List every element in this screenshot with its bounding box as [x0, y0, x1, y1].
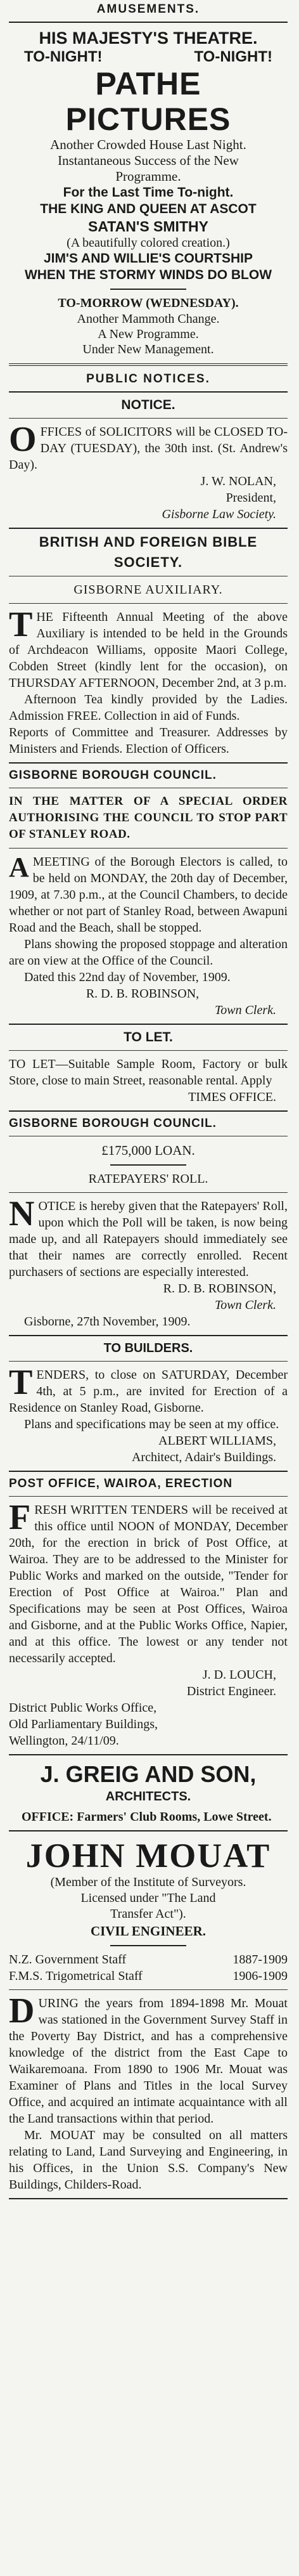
council2-body: NOTICE is hereby given that the Ratepayers' Roll, upon which the Poll will be taken, is now being made up, and all Ratepayers should immediately see that their names are correctly enrolled. Recent purchasers of sections are especially interested. [9, 1194, 288, 1279]
stanley-road-notice [9, 769, 288, 1018]
ad-line-13: Under New Management. [82, 342, 214, 356]
tolet-sig: TIMES OFFICE. [188, 1090, 276, 1104]
public-notices-section-title: PUBLIC NOTICES. [86, 372, 210, 386]
mouat-line-1: (Member of the Institute of Surveyors. [50, 1875, 246, 1889]
wairoa-office-2: Old Parliamentary Buildings, [9, 1717, 158, 1731]
tonight-left: TO-NIGHT! [24, 48, 103, 65]
staff-label: F.M.S. Trigometrical Staff [9, 1969, 143, 1983]
drop-cap: D [9, 1991, 35, 2031]
council2-roll: RATEPAYERS' ROLL. [88, 1172, 208, 1186]
divider [9, 1024, 288, 1025]
bible-body-2: Afternoon Tea kindly provided by the Ladies. Admission FREE. Collection in aid of Funds. [9, 693, 288, 723]
bible-body-3: Reports of Committee and Treasurer. Addresses by Ministers and Friends. Election of Officers. [9, 725, 288, 756]
council-heading: GISBORNE BOROUGH COUNCIL. [9, 769, 217, 782]
divider [9, 603, 288, 604]
builders-body: TENDERS, to close on SATURDAY, December 4th, at 5 p.m., are invited for Erection of a Residence on Stanley Road, Gisborne. [9, 1363, 288, 1415]
divider [9, 22, 288, 23]
drop-cap: O [9, 420, 37, 459]
drop-cap: A [9, 852, 29, 883]
staff-row-1 [9, 1951, 288, 1968]
mouat-heading: JOHN MOUAT [25, 1837, 271, 1875]
pathe-headline: PATHE PICTURES [65, 66, 231, 137]
council-matter: IN THE MATTER OF A SPECIAL ORDER AUTHORISING THE COUNCIL TO STOP PART OF STANLEY ROAD. [9, 795, 288, 841]
amusements-section-title: AMUSEMENTS. [96, 3, 200, 16]
ad-line-3: Programme. [115, 169, 181, 184]
ad-line-6: SATAN'S SMITHY [88, 218, 208, 235]
bible-body: THE Fifteenth Annual Meeting of the above Auxiliary is intended to be held in the Grounds of Archdeacon Williams, opposite Maori College, Cobden Street (kindly lent for the occasion), on THURSDAY AFTERNOON, December 2nd, at 3 p.m. [9, 605, 288, 690]
mouat-line-2: Licensed under "The Land [80, 1891, 216, 1905]
divider [9, 391, 288, 393]
wairoa-office-1: District Public Works Office, [9, 1701, 157, 1715]
divider [9, 762, 288, 764]
ad-line-12: A New Programme. [98, 327, 199, 341]
divider [9, 1361, 288, 1362]
divider [9, 528, 288, 529]
ad-line-8: JIM'S AND WILLIE'S COURTSHIP [43, 251, 253, 266]
council-sig-name: R. D. B. ROBINSON, [86, 987, 200, 1001]
greig-office: OFFICE: Farmers' Club Rooms, Lowe Street. [22, 1810, 272, 1824]
council2-heading: GISBORNE BOROUGH COUNCIL. [9, 1117, 217, 1130]
council2-sig-name: R. D. B. ROBINSON, [163, 1282, 276, 1296]
divider [9, 1754, 288, 1755]
divider [9, 848, 288, 849]
notice-heading: NOTICE. [121, 398, 175, 412]
pathe-pictures-ad [9, 28, 288, 357]
notice-sig-title1: President, [226, 491, 276, 505]
theatre-name: HIS MAJESTY'S THEATRE. [39, 29, 258, 48]
greig-sub: ARCHITECTS. [105, 1790, 191, 1804]
divider [9, 2198, 288, 2199]
mouat-body: DURING the years from 1894-1898 Mr. Mouat was stationed in the Government Survey Staff in the Poverty Bay District, and has a comprehensive knowledge of the district from the East Cape to Waikaremoana. From 1890 to 1906 Mr. Mouat was Examiner of Plans and Titles in the local Survey Office, and acquired an intimate acquaintance with all the Land transactions within that period. [9, 1991, 288, 2126]
bible-society-notice [9, 534, 288, 757]
mouat-line-4: CIVIL ENGINEER. [90, 1923, 207, 1939]
ad-line-7: (A beautifully colored creation.) [67, 236, 230, 250]
short-divider [110, 1945, 186, 1946]
staff-years: 1887-1909 [232, 1953, 288, 1967]
staff-label: N.Z. Government Staff [9, 1953, 127, 1967]
drop-cap: N [9, 1194, 35, 1233]
wairoa-post-office-notice [9, 1477, 288, 1749]
greig-heading: J. GREIG AND SON, [40, 1761, 257, 1787]
ad-line-11: Another Mammoth Change. [77, 312, 220, 326]
divider [9, 1110, 288, 1112]
staff-years: 1906-1909 [232, 1969, 288, 1983]
divider [9, 1335, 288, 1336]
notice-sig-name: J. W. NOLAN, [200, 474, 276, 488]
solicitors-notice [9, 398, 288, 523]
divider [9, 363, 288, 366]
tolet-body: TO LET—Suitable Sample Room, Factory or bulk Store, close to main Street, reasonable rental. Apply [9, 1057, 288, 1088]
ratepayers-roll-notice [9, 1117, 288, 1330]
divider [9, 1496, 288, 1497]
council-body: A MEETING of the Borough Electors is called, to be held on MONDAY, the 20th day of December, 1909, at 7.30 p.m., at the Council Chambers, to decide whether or not part of Stanley Road, between Awapuni Road and the Beach, shall be stopped. [9, 852, 288, 935]
builders-heading: TO BUILDERS. [103, 1341, 193, 1355]
divider [9, 1989, 288, 1990]
tonight-line [9, 48, 288, 66]
council2-dated: Gisborne, 27th November, 1909. [24, 1315, 191, 1329]
bible-heading-2: SOCIETY. [113, 554, 183, 570]
mouat-body-2: Mr. MOUAT may be consulted on all matters relating to Land, Land Surveying and Engineering, in his Offices, in the Union S.S. Company's New Buildings, Childers-Road. [9, 2128, 288, 2192]
council2-sig-title: Town Clerk. [214, 1298, 276, 1312]
mouat-line-3: Transfer Act"). [110, 1907, 186, 1921]
short-divider [110, 1164, 186, 1166]
wairoa-body: FRESH WRITTEN TENDERS will be received at this office until NOON of MONDAY, December 20th, for the erection in brick of Post Office, at Wairoa. They are to be addressed to the Minister for Public Works and marked on the outside, "Tender for Erection of Post Office at Wairoa." Plan and Specifications may be seen at Post Offices, Wairoa and Gisborne, and at the Public Works Office, Napier, and at this office. The lowest or any tender not necessarily accepted. [9, 1498, 288, 1665]
tonight-right: TO-NIGHT! [194, 48, 272, 65]
wairoa-office-3: Wellington, 24/11/09. [9, 1734, 119, 1748]
newspaper-column [9, 0, 288, 2204]
ad-line-2: Instantaneous Success of the New [58, 153, 239, 168]
wairoa-sig-title: District Engineer. [186, 1684, 276, 1698]
wairoa-heading: POST OFFICE, WAIROA, ERECTION [9, 1477, 233, 1490]
to-let-notice [9, 1030, 288, 1105]
council2-loan: £175,000 LOAN. [101, 1143, 195, 1158]
builders-sig-title: Architect, Adair's Buildings. [131, 1450, 276, 1464]
bible-sub: GISBORNE AUXILIARY. [73, 583, 223, 597]
ad-line-4: For the Last Time To-night. [63, 185, 234, 200]
john-mouat-ad [9, 1837, 288, 2193]
council-sig-title: Town Clerk. [214, 1003, 276, 1017]
ad-line-9: WHEN THE STORMY WINDS DO BLOW [24, 268, 272, 282]
builders-body-2: Plans and specifications may be seen at my office. [24, 1417, 279, 1431]
bible-heading-1: BRITISH AND FOREIGN BIBLE [39, 534, 258, 550]
notice-body: OFFICES of SOLICITORS will be CLOSED TO-DAY (TUESDAY), the 30th inst. (St. Andrew's Day). [9, 420, 288, 472]
wairoa-sig-name: J. D. LOUCH, [202, 1668, 276, 1682]
divider [9, 1471, 288, 1472]
divider [9, 418, 288, 419]
divider [9, 1830, 288, 1831]
greig-architects-ad [9, 1760, 288, 1825]
builders-notice [9, 1341, 288, 1466]
tolet-heading: TO LET. [124, 1030, 173, 1044]
notice-sig-title2: Gisborne Law Society. [162, 507, 276, 521]
drop-cap: T [9, 1363, 33, 1402]
staff-row-2 [9, 1968, 288, 1984]
drop-cap: F [9, 1498, 31, 1537]
drop-cap: T [9, 605, 33, 644]
ad-line-5: THE KING AND QUEEN AT ASCOT [40, 202, 257, 216]
divider [9, 1192, 288, 1193]
council-body-2: Plans showing the proposed stoppage and alteration are on view at the Office of the Council. [9, 937, 288, 968]
council-dated: Dated this 22nd day of November, 1909. [24, 970, 231, 984]
ad-line-10: TO-MORROW (WEDNESDAY). [58, 296, 239, 310]
short-divider [110, 289, 186, 290]
builders-sig-name: ALBERT WILLIAMS, [158, 1434, 276, 1448]
divider [9, 1050, 288, 1051]
ad-line-1: Another Crowded House Last Night. [50, 137, 246, 152]
